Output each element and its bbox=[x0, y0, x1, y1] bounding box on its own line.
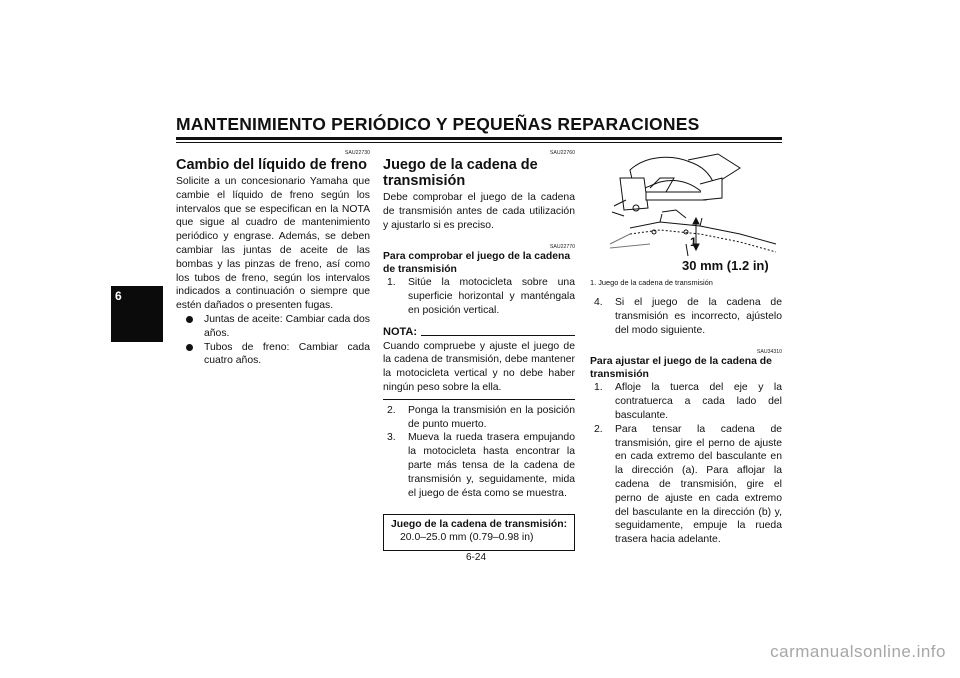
figure-measure: 30 mm (1.2 in) bbox=[682, 258, 769, 273]
check-steps-b bbox=[383, 404, 575, 501]
title-rule-thick bbox=[176, 137, 782, 140]
watermark: carmanualsonline.info bbox=[770, 642, 946, 661]
title-rule-thin bbox=[176, 142, 782, 143]
figure-callout: 1 bbox=[690, 235, 697, 249]
section-code: SAU22760 bbox=[549, 150, 575, 156]
page-number: 6-24 bbox=[466, 552, 487, 563]
step-item: 1. Sitúe la motocicleta sobre una superficie horizontal y manténgala en posición vertical. bbox=[387, 277, 575, 316]
section-code: SAU22770 bbox=[549, 244, 575, 251]
page-title: MANTENIMIENTO PERIÓDICO Y PEQUEÑAS REPARACIONES bbox=[176, 114, 700, 134]
spec-box bbox=[383, 514, 575, 551]
column-chain-slack bbox=[383, 150, 575, 551]
spec-heading: Juego de la cadena de transmisión: bbox=[390, 519, 568, 531]
bullet-item: Juntas de aceite: Cambiar cada dos años. bbox=[182, 313, 370, 341]
bullet-icon bbox=[186, 316, 193, 323]
note-end-rule bbox=[383, 399, 575, 400]
brake-bullets bbox=[176, 313, 370, 368]
column-brake-fluid bbox=[176, 150, 370, 368]
subheading-adjust-chain: Para ajustar el juego de la cadena de transmisión bbox=[590, 356, 772, 380]
step-item: 1. Afloje la tuerca del eje y la contratuerca a cada lado del basculante. bbox=[594, 382, 782, 421]
adjust-steps bbox=[590, 381, 782, 547]
section-code: SAU34310 bbox=[756, 349, 782, 356]
chain-illustration bbox=[590, 148, 782, 276]
note-text: Cuando compruebe y ajuste el juego de la cadena de transmisión, debe mantener la motocicleta vertical y no debe haber ningún peso sobre la ella. bbox=[383, 340, 575, 393]
figure-caption: 1. Juego de la cadena de transmisión bbox=[590, 278, 713, 287]
brake-fluid-paragraph: Solicite a un concesionario Yamaha que cambie el líquido de freno según los intervalos que se especifican en la NOTA que sigue al cuadro de mantenimiento periódico y engrase. Además, se deben cambiar las juntas de aceite de las bombas y las pinzas de freno, así como los tubos de freno, según los intervalos indicados a continuación o siempre que estén dañados o presenten fugas. bbox=[176, 176, 370, 312]
note-rule bbox=[421, 335, 575, 336]
spec-value: 20.0–25.0 mm (0.79–0.98 in) bbox=[400, 532, 534, 544]
bullet-item: Tubos de freno: Cambiar cada cuatro años. bbox=[182, 341, 370, 369]
chapter-number: 6 bbox=[115, 289, 122, 303]
adjust-step-4 bbox=[590, 296, 782, 337]
step-item: 3. Mueva la rueda trasera empujando la motocicleta hasta encontrar la parte más tensa de la cadena de transmisión y, seguidamente, mida el juego de ésta como se muestra. bbox=[387, 432, 575, 499]
bullet-icon bbox=[186, 344, 193, 351]
chapter-tab bbox=[111, 286, 163, 342]
chain-slack-figure bbox=[590, 148, 782, 276]
section-code: SAU22730 bbox=[344, 150, 370, 156]
step-item: 4. Si el juego de la cadena de transmisión es incorrecto, ajústelo del modo siguiente. bbox=[594, 297, 782, 336]
check-steps-a bbox=[383, 276, 575, 317]
note-label: NOTA: bbox=[383, 325, 418, 338]
section-heading-brake-fluid: Cambio del líquido de freno bbox=[176, 157, 367, 173]
section-heading-chain-slack: Juego de la cadena de transmisión bbox=[383, 157, 538, 189]
step-item: 2. Ponga la transmisión en la posición de punto muerto. bbox=[387, 404, 575, 430]
step-item: 2. Para tensar la cadena de transmisión, gire el perno de ajuste en cada extremo del basculante en la dirección (a). Para aflojar la cadena de transmisión, gire el perno de ajuste en cada extremo del basculante en la dirección (b) y, seguidamente, empuje la rueda trasera hacia adelante. bbox=[594, 423, 782, 546]
subheading-check-chain: Para comprobar el juego de la cadena de transmisión bbox=[383, 251, 571, 275]
column-chain-adjust bbox=[590, 150, 782, 547]
chain-intro-paragraph: Debe comprobar el juego de la cadena de transmisión antes de cada utilización y ajustarlo si es preciso. bbox=[383, 192, 575, 231]
note-header bbox=[383, 326, 575, 340]
